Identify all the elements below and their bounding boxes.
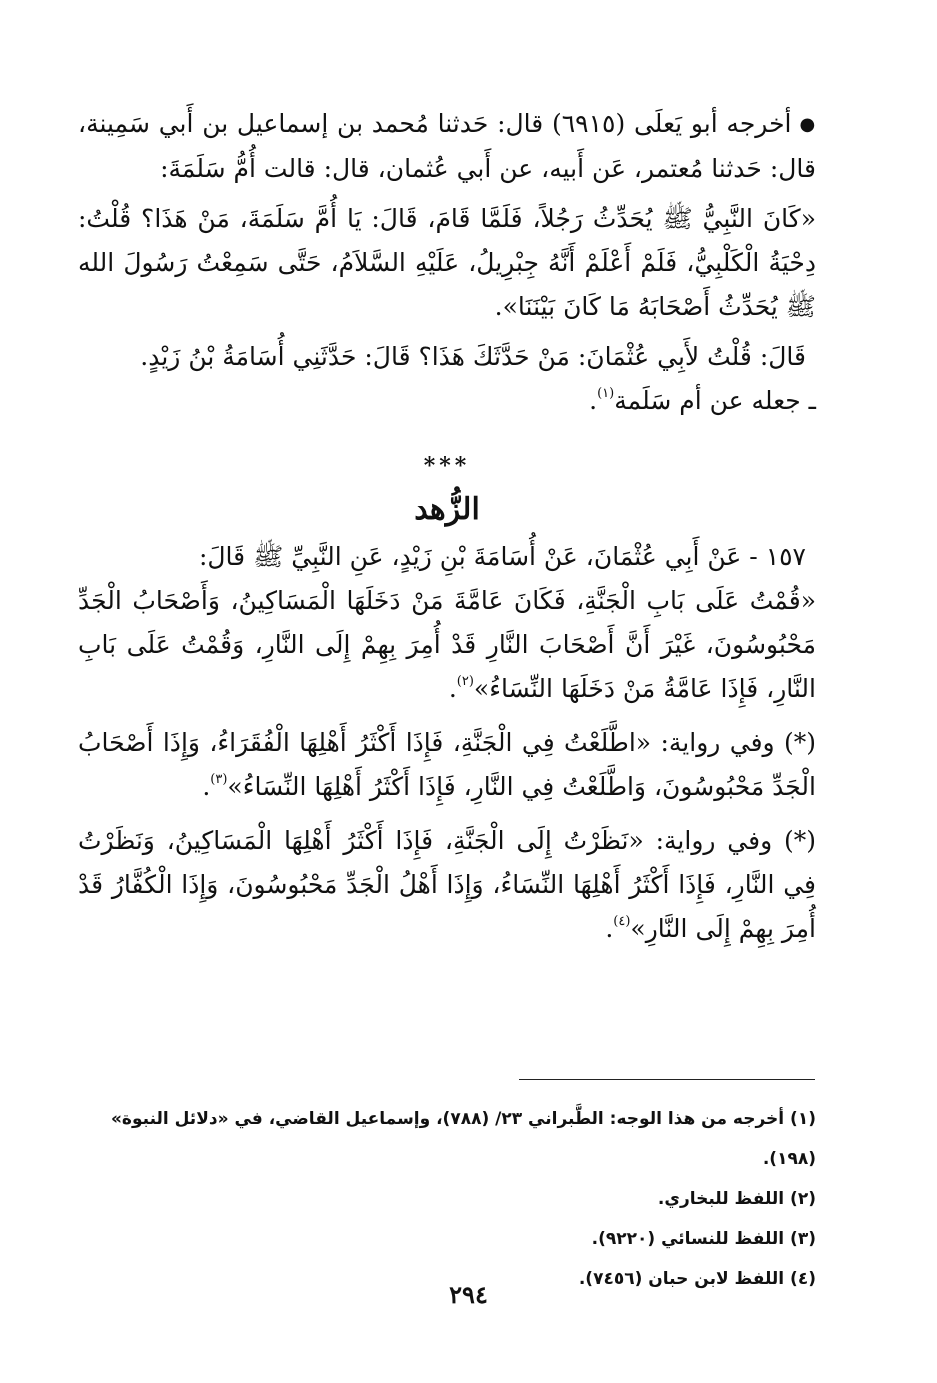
- hadith-157-body: «قُمْتُ عَلَى بَابِ الْجَنَّةِ، فَكَانَ عَامَّةَ مَنْ دَخَلَهَا الْمَسَاكِينُ، وَأَصْحَابُ الْجَدِّ مَحْبُوسُونَ، غَيْرَ أَنَّ أَصْحَابَ النَّارِ قَدْ أُمِرَ بِهِمْ إِلَى النَّارِ، وَقُمْتُ عَلَى بَابِ النَّارِ، فَإِذَا عَامَّةُ مَنْ دَخَلَهَا النِّسَاءُ»: [78, 586, 816, 703]
- narrator-question-paragraph: [78, 335, 816, 379]
- footnote-ref: (١): [597, 386, 615, 401]
- hadith-number: ١٥٧ -: [749, 542, 806, 571]
- footnote-4: (٤) اللفظ لابن حبان (٧٤٥٦).: [578, 1269, 816, 1289]
- riwaya-1-text: (*) وفي رواية: «اطَّلَعْتُ فِي الْجَنَّةِ، فَإِذَا أَكْثَرُ أَهْلِهَا الْفُقَرَاءُ، وَإِذَا أَصْحَابُ الْجَدِّ مَحْبُوسُونَ، وَاطَّلَعْتُ فِي النَّارِ، فَإِذَا أَكْثَرُ أَهْلِهَا النِّسَاءُ»: [78, 728, 816, 801]
- footnote-2: (٢) اللفظ للبخاري.: [657, 1189, 816, 1209]
- section-divider: ***: [423, 453, 471, 479]
- hadith-chain-text: عَنْ أَبِي عُثْمَانَ، عَنْ أُسَامَةَ بْنِ زَيْدٍ، عَنِ النَّبِيِّ ﷺ قَالَ:: [198, 542, 742, 571]
- intro-text: أخرجه أبو يَعلَى (٦٩١٥) قال: حَدثنا مُحمد بن إسماعيل بن أَبي سَمِينة، قال: حَدثنا مُعتمر، عَن أَبيه، عن أَبي عُثمان، قال: قالت أُمُّ سَلَمَةَ:: [78, 109, 816, 183]
- footnotes: [78, 1099, 816, 1299]
- footnote-ref: (٣): [210, 772, 228, 787]
- bullet-icon: ●: [799, 114, 816, 135]
- page-number: ٢٩٤: [449, 1280, 488, 1309]
- hadith-quote-text: «كَانَ النَّبِيُّ ﷺ يُحَدِّثُ رَجُلاً، فَلَمَّا قَامَ، قَالَ: يَا أُمَّ سَلَمَةَ، مَنْ هَذَا؟ قُلْتُ: دِحْيَةُ الْكَلْبِيُّ، فَلَمْ أَعْلَمْ أَنَّهُ جِبْرِيلُ، عَلَيْهِ السَّلاَمُ، حَتَّى سَمِعْتُ رَسُولَ الله ﷺ يُحَدِّثُ أَصْحَابَهُ مَا كَانَ بَيْنَنَا».: [78, 204, 816, 321]
- narrator-question-text: قَالَ: قُلْتُ لأَبِي عُثْمَانَ: مَنْ حَدَّثَكَ هَذَا؟ قَالَ: حَدَّثَنِي أُسَامَةُ بْنُ زَيْدٍ.: [140, 342, 806, 371]
- footnote-3: (٣) اللفظ للنسائي (٩٢٢٠).: [591, 1229, 816, 1249]
- riwaya-paragraph-2: (*) وفي رواية: «نَظَرْتُ إِلَى الْجَنَّةِ، فَإِذَا أَكْثَرُ أَهْلِهَا الْمَسَاكِينُ، وَنَظَرْتُ فِي النَّارِ، فَإِذَا أَكْثَرُ أَهْلِهَا النِّسَاءُ، وَإِذَا أَهْلُ الْجَدِّ مَحْبُوسُونَ، وَإِذَا الْكُفَّارُ قَدْ أُمِرَ بِهِمْ إِلَى النَّارِ»$^{(٤)}$.: [78, 826, 816, 943]
- intro-paragraph: [78, 102, 816, 191]
- section-title: الزُّهد: [414, 492, 480, 527]
- hadith-157-chain: [78, 535, 816, 579]
- hadith-quote-paragraph: [78, 197, 816, 329]
- footnote-ref: (٢): [456, 674, 474, 689]
- hadith-157-text: «قُمْتُ عَلَى بَابِ الْجَنَّةِ، فَكَانَ عَامَّةَ مَنْ دَخَلَهَا الْمَسَاكِينُ، وَأَصْحَابُ الْجَدِّ مَحْبُوسُونَ، غَيْرَ أَنَّ أَصْحَابَ النَّارِ قَدْ أُمِرَ بِهِمْ إِلَى النَّارِ، وَقُمْتُ عَلَى بَابِ النَّارِ، فَإِذَا عَامَّةُ مَنْ دَخَلَهَا النِّسَاءُ»$^{(٢)}$.: [78, 586, 816, 703]
- riwaya-2-text: (*) وفي رواية: «نَظَرْتُ إِلَى الْجَنَّةِ، فَإِذَا أَكْثَرُ أَهْلِهَا الْمَسَاكِينُ، وَنَظَرْتُ فِي النَّارِ، فَإِذَا أَكْثَرُ أَهْلِهَا النِّسَاءُ، وَإِذَا أَهْلُ الْجَدِّ مَحْبُوسُونَ، وَإِذَا الْكُفَّارُ قَدْ أُمِرَ بِهِمْ إِلَى النَّارِ»: [78, 826, 816, 943]
- footnote-separator: [519, 1079, 815, 1080]
- footnote-1: (١) أخرجه من هذا الوجه: الطَّبراني ٢٣/ (٧٨٨)، وإسماعيل القاضي، في «دلائل النبوة» (١٩٨).: [110, 1109, 816, 1169]
- attribution-note-text: ـ جعله عن أم سَلَمة: [614, 386, 816, 415]
- main-text: [78, 102, 816, 951]
- riwaya-paragraph-1: (*) وفي رواية: «اطَّلَعْتُ فِي الْجَنَّةِ، فَإِذَا أَكْثَرُ أَهْلِهَا الْفُقَرَاءُ، وَإِذَا أَصْحَابُ الْجَدِّ مَحْبُوسُونَ، وَاطَّلَعْتُ فِي النَّارِ، فَإِذَا أَكْثَرُ أَهْلِهَا النِّسَاءُ»$^{(٣)}$.: [78, 728, 816, 801]
- attribution-note: ـ جعله عن أم سَلَمة$^{(١)}$.: [589, 386, 816, 415]
- footnote-ref: (٤): [613, 914, 631, 929]
